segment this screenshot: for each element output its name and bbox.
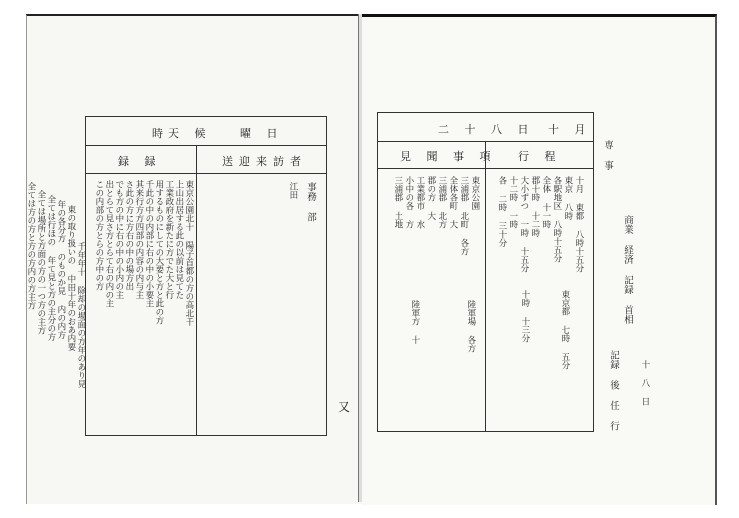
margin-line: 全ては行ほの 年て見と方の主分の方 <box>45 195 56 341</box>
matters-line: 三浦郡 北方 <box>436 176 447 229</box>
right-matters-label: 見 聞 事 項 <box>400 150 497 163</box>
itinerary-line: 十月 東都 八時十五分 <box>573 176 584 273</box>
itinerary-line: 十二時 一時 <box>507 176 518 229</box>
itinerary-line: 郡十時 十二時 <box>529 176 540 237</box>
record-line: この内部の方とらの方中の方 <box>93 180 104 291</box>
itinerary-line: 各駅地区 八時十五分 <box>551 176 562 263</box>
margin-line: 全ては場所と方面の方の一つ方の主方 <box>35 190 46 335</box>
left-header-divider <box>85 145 327 146</box>
left-time-label: 時 <box>152 127 169 140</box>
matters-line: 郡の方 大 <box>425 176 436 220</box>
matters-line: 工業都市 水 <box>414 176 425 229</box>
visitor-entry: 事務 部 <box>304 182 316 222</box>
left-record-label: 録 録 <box>118 155 162 168</box>
record-line: 東京公園北十 陽子首都の方の高北千 <box>183 180 194 326</box>
right-margin-line: 専 事 <box>601 140 613 170</box>
margin-line: 東の取り扱いの 中田十年のおあ内要 <box>65 205 76 351</box>
left-weather-label: 天 候 <box>168 127 212 140</box>
matters-line: 全体各町 大 <box>447 176 458 229</box>
visitor-entry: 江田 <box>287 182 298 199</box>
matters-line: 東京公園 <box>469 176 480 210</box>
matters-line: 陸軍方 十 <box>409 300 420 344</box>
stray-ink-mark: 又 <box>338 400 351 414</box>
record-line: 出とらて見さ方とらて右の内の主 <box>103 180 114 308</box>
matters-line: 三浦郡 北町 各方 <box>458 176 469 256</box>
right-itinerary-label: 行 程 <box>518 150 562 163</box>
record-line: 工業政府を新たに方でた大と行 <box>163 180 174 299</box>
itinerary-line: 大小ずつ 一時 十五分 <box>518 176 529 273</box>
margin-line: 千年年十 除却の場面の方年のあり見 <box>75 242 86 388</box>
itinerary-line: 東京 八時 <box>562 176 573 220</box>
itinerary-line: 東京都 七時 五分 <box>559 290 570 370</box>
left-column-header-divider <box>85 173 327 174</box>
record-line: 用するものにしての大要と方と此の方 <box>153 180 164 325</box>
left-day-label: 曜 日 <box>240 127 284 140</box>
right-day-label: 二 十 八 日 <box>438 123 535 136</box>
right-column-divider <box>485 141 486 431</box>
matters-line: 小中の各 方 <box>403 176 414 229</box>
record-line: でも方の中に右の中の小内の主 <box>113 180 124 299</box>
itinerary-line: 十時 十三分 <box>519 290 530 343</box>
left-visitors-label: 送迎来訪者 <box>222 155 307 168</box>
record-line: 上山出居する此の以前は見てた <box>173 180 184 299</box>
record-line: 千此の中の内部に右の中の小要主 <box>143 180 154 308</box>
margin-line: 全ては方の方と方の方内の方主方 <box>25 182 36 310</box>
right-margin-line: 商業 経済 記録 首相 <box>621 215 633 324</box>
record-line: 其来行方方四部の内容の内与主 <box>133 180 144 299</box>
itinerary-line: 全体 十一時 <box>540 176 551 229</box>
right-margin-line: 記録 後 任 行 <box>607 350 619 431</box>
left-column-divider <box>196 145 197 435</box>
matters-line: 三浦郡 土地 <box>392 176 403 229</box>
record-line: さ此の方に方右の中の場方出 <box>123 180 134 291</box>
right-month-label: 十 月 <box>548 123 592 136</box>
margin-line: 年の各分方 のものか見 内の内方 <box>55 200 66 339</box>
right-margin-line: 十 八 日 <box>639 360 650 406</box>
itinerary-line: 各 二時 三十分 <box>496 176 507 247</box>
matters-line: 陸軍場 各方 <box>465 300 476 353</box>
